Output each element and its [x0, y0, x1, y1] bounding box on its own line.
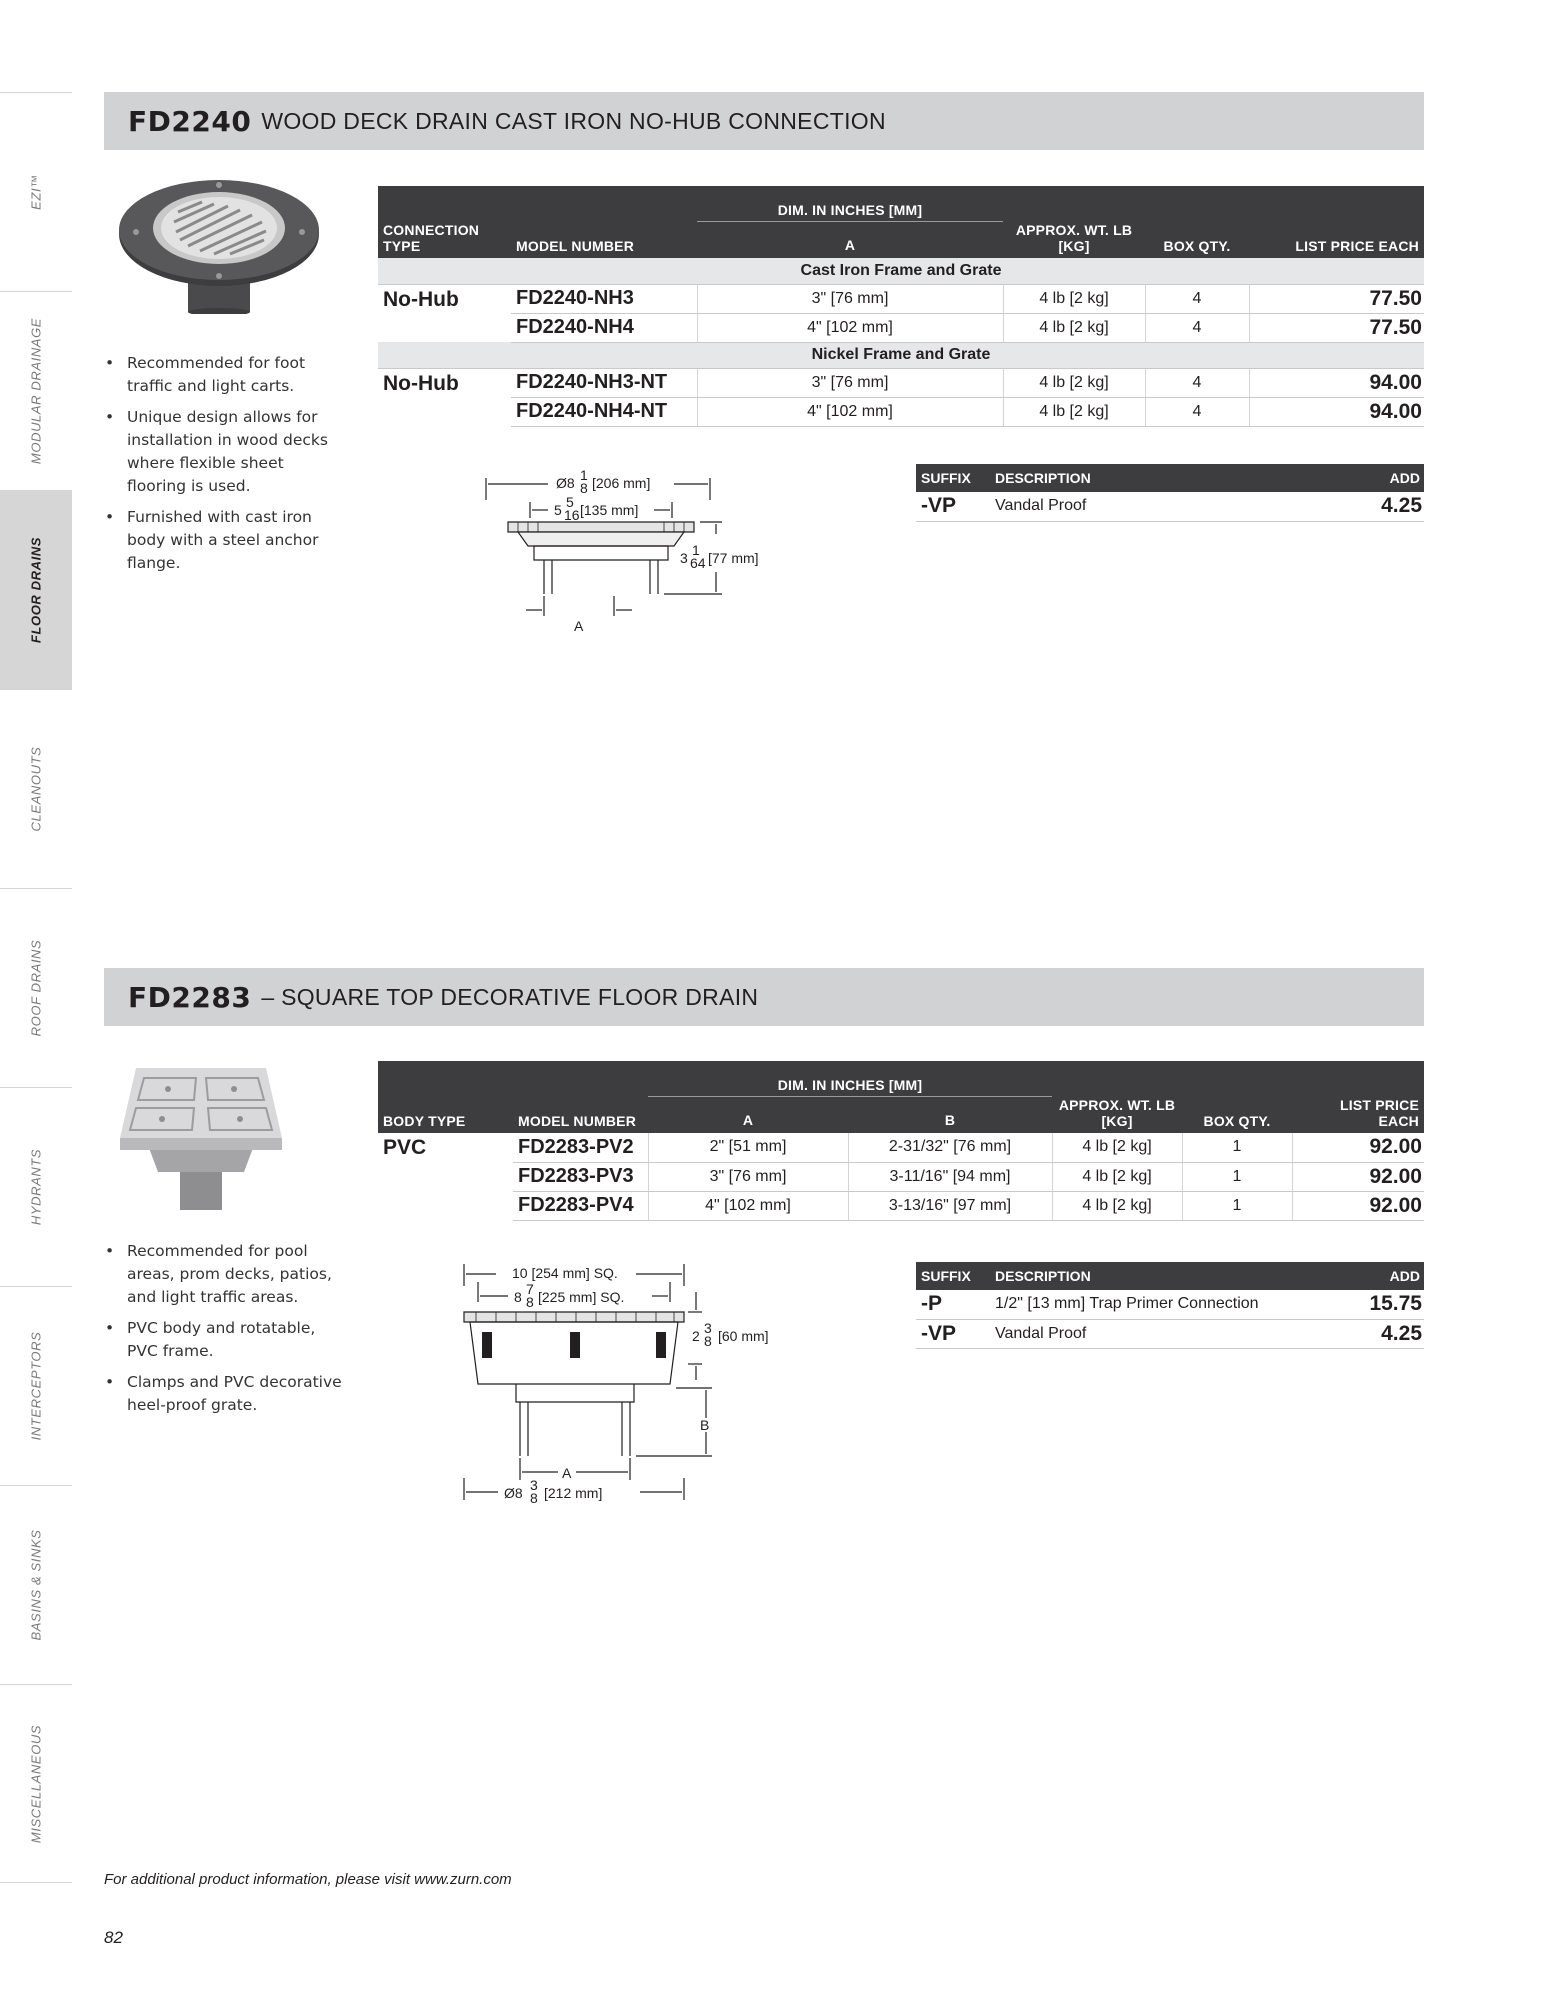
fd2240-section-header: [104, 92, 1424, 150]
dim-dia-mm: [212 mm]: [544, 1485, 603, 1501]
weight-cell: 4 lb [2 kg]: [1003, 313, 1145, 342]
dim-inner-mm: [225 mm] SQ.: [538, 1289, 625, 1305]
table-row: [916, 492, 1424, 521]
fd2283-model-title: FD2283: [128, 980, 252, 1014]
side-tab-ezi[interactable]: [0, 92, 72, 291]
fd2240-feature-list: [104, 352, 344, 583]
dim-height-den: 64: [690, 555, 706, 571]
price-cell: 77.50: [1249, 284, 1424, 313]
col-header-model-number: MODEL NUMBER: [513, 1061, 648, 1133]
fd2283-product-table: [378, 1061, 1424, 1221]
dim-height-den: 8: [704, 1333, 712, 1349]
dim-height-num: 1: [692, 542, 700, 558]
suffix-cell: -P: [916, 1290, 990, 1319]
dim-inner-den: 16: [564, 507, 580, 523]
weight-cell: 4 lb [2 kg]: [1003, 368, 1145, 397]
dim-a-cell: 2" [51 mm]: [648, 1133, 848, 1162]
side-tab-cleanouts[interactable]: [0, 689, 72, 888]
dim-inner-whole: 5: [554, 502, 562, 518]
table-row: [378, 284, 1424, 313]
list-item: • Unique design allows for installation in wood decks where flexible sheet flooring is used.: [104, 406, 344, 498]
col-header-add: ADD: [1320, 464, 1424, 492]
table-row: [916, 1319, 1424, 1348]
fd2240-dimension-drawing: [478, 460, 778, 640]
col-header-b: B: [848, 1097, 1052, 1133]
price-cell: 92.00: [1292, 1162, 1424, 1191]
box-qty-cell: 1: [1182, 1191, 1292, 1220]
dim-b-cell: 2-31/32" [76 mm]: [848, 1133, 1052, 1162]
fd2240-product-table: [378, 186, 1424, 427]
price-cell: 94.00: [1249, 368, 1424, 397]
model-number-cell: FD2240-NH4-NT: [511, 397, 697, 426]
dim-a-cell: 4" [102 mm]: [648, 1191, 848, 1220]
side-tab-floor-drains[interactable]: [0, 490, 72, 689]
body-type-cell: PVC: [383, 1136, 427, 1159]
table-row: [378, 313, 1424, 342]
model-number-cell: FD2240-NH4: [511, 313, 697, 342]
dim-inner-num: 7: [526, 1281, 534, 1297]
dim-inner-den: 8: [526, 1294, 534, 1310]
dim-overall-mm: [206 mm]: [592, 475, 651, 491]
dim-dia-whole: Ø8: [504, 1485, 523, 1501]
table-row: [378, 397, 1424, 426]
side-tab-label: HYDRANTS: [28, 1148, 44, 1226]
box-qty-cell: 4: [1145, 397, 1249, 426]
col-header-dim-group: DIM. IN INCHES [MM]: [648, 1061, 1052, 1097]
col-header-description: DESCRIPTION: [990, 1262, 1320, 1290]
weight-cell: 4 lb [2 kg]: [1003, 397, 1145, 426]
table-row: [378, 1162, 1424, 1191]
dim-a-cell: 4" [102 mm]: [697, 397, 1003, 426]
col-header-list-price: LIST PRICE EACH: [1249, 186, 1424, 258]
table-row: [916, 1290, 1424, 1319]
table-row: [378, 1133, 1424, 1162]
fd2283-feature-list: [104, 1240, 344, 1425]
col-header-weight: APPROX. WT. LB [KG]: [1003, 186, 1145, 258]
side-tab-modular-drainage[interactable]: [0, 291, 72, 490]
col-header-list-price: LIST PRICE EACH: [1292, 1061, 1424, 1133]
add-price-cell: 4.25: [1320, 492, 1424, 521]
box-qty-cell: 1: [1182, 1162, 1292, 1191]
add-price-cell: 4.25: [1320, 1319, 1424, 1348]
col-header-suffix: SUFFIX: [916, 1262, 990, 1290]
dim-b-label: B: [700, 1417, 710, 1433]
connection-type-cell: No-Hub: [383, 287, 459, 311]
dim-inner-num: 5: [566, 494, 574, 510]
box-qty-cell: 4: [1145, 284, 1249, 313]
dim-dia-num: 3: [530, 1477, 538, 1493]
weight-cell: 4 lb [2 kg]: [1003, 284, 1145, 313]
side-tab-label: FLOOR DRAINS: [28, 536, 44, 644]
side-tab-interceptors[interactable]: [0, 1286, 72, 1485]
price-cell: 92.00: [1292, 1191, 1424, 1220]
box-qty-cell: 1: [1182, 1133, 1292, 1162]
fd2283-section-header: [104, 968, 1424, 1026]
col-header-dim-group: DIM. IN INCHES [MM]: [697, 186, 1003, 222]
col-header-box-qty: BOX QTY.: [1182, 1061, 1292, 1133]
side-tab-label: CLEANOUTS: [28, 746, 44, 832]
col-header-box-qty: BOX QTY.: [1145, 186, 1249, 258]
list-item: • Clamps and PVC decorative heel-proof grate.: [104, 1371, 344, 1417]
dim-overall-den: 8: [580, 480, 588, 496]
model-number-cell: FD2283-PV4: [513, 1191, 648, 1220]
side-tab-label: EZI™: [28, 174, 44, 210]
col-header-description: DESCRIPTION: [990, 464, 1320, 492]
description-cell: 1/2" [13 mm] Trap Primer Connection: [990, 1290, 1320, 1319]
dim-height-whole: 3: [680, 550, 688, 566]
fd2283-dimension-drawing: [456, 1252, 796, 1508]
fd2240-section-title: WOOD DECK DRAIN CAST IRON NO-HUB CONNECTION: [261, 107, 886, 134]
dim-a-label: A: [574, 618, 584, 634]
side-tab-label: BASINS & SINKS: [28, 1529, 44, 1641]
list-item: • PVC body and rotatable, PVC frame.: [104, 1317, 344, 1363]
page-number: 82: [104, 1928, 123, 1947]
side-tabs: [0, 92, 72, 1883]
dim-inner-whole: 8: [514, 1289, 522, 1305]
col-header-model-number: MODEL NUMBER: [511, 186, 697, 258]
col-header-add: ADD: [1320, 1262, 1424, 1290]
weight-cell: 4 lb [2 kg]: [1052, 1162, 1182, 1191]
suffix-cell: -VP: [916, 492, 990, 521]
dim-height-mm: [77 mm]: [708, 550, 759, 566]
fd2240-product-image: [116, 172, 322, 314]
weight-cell: 4 lb [2 kg]: [1052, 1133, 1182, 1162]
dim-a-cell: 3" [76 mm]: [697, 284, 1003, 313]
box-qty-cell: 4: [1145, 368, 1249, 397]
side-tab-hydrants[interactable]: [0, 1087, 72, 1286]
list-item: • Recommended for foot traffic and light carts.: [104, 352, 344, 398]
dim-height-mm: [60 mm]: [718, 1328, 769, 1344]
dim-b-cell: 3-11/16" [94 mm]: [848, 1162, 1052, 1191]
description-cell: Vandal Proof: [990, 1319, 1320, 1348]
dim-overall-num: 1: [580, 467, 588, 483]
side-tab-label: ROOF DRAINS: [28, 939, 44, 1037]
add-price-cell: 15.75: [1320, 1290, 1424, 1319]
dim-a-label: A: [562, 1465, 572, 1481]
side-tab-label: INTERCEPTORS: [28, 1331, 44, 1441]
col-header-a: A: [697, 222, 1003, 258]
side-tab-basins-sinks[interactable]: [0, 1485, 72, 1684]
dim-dia-den: 8: [530, 1490, 538, 1506]
list-item: • Recommended for pool areas, prom decks, patios, and light traffic areas.: [104, 1240, 344, 1309]
box-qty-cell: 4: [1145, 313, 1249, 342]
suffix-cell: -VP: [916, 1319, 990, 1348]
dim-inner-mm: [135 mm]: [580, 502, 639, 518]
dim-a-cell: 3" [76 mm]: [648, 1162, 848, 1191]
col-header-a: A: [648, 1097, 848, 1133]
dim-a-cell: 4" [102 mm]: [697, 313, 1003, 342]
model-number-cell: FD2240-NH3-NT: [511, 368, 697, 397]
model-number-cell: FD2283-PV2: [513, 1133, 648, 1162]
model-number-cell: FD2240-NH3: [511, 284, 697, 313]
group-title-cast-iron: Cast Iron Frame and Grate: [378, 258, 1424, 284]
list-item: • Furnished with cast iron body with a steel anchor flange.: [104, 506, 344, 575]
side-tab-miscellaneous[interactable]: [0, 1684, 72, 1883]
fd2240-model-title: FD2240: [128, 104, 252, 138]
dim-b-cell: 3-13/16" [97 mm]: [848, 1191, 1052, 1220]
model-number-cell: FD2283-PV3: [513, 1162, 648, 1191]
dim-a-cell: 3" [76 mm]: [697, 368, 1003, 397]
table-row: [378, 368, 1424, 397]
col-header-body-type: BODY TYPE: [378, 1061, 513, 1133]
dim-outer-square: 10 [254 mm] SQ.: [512, 1265, 618, 1281]
table-row: [378, 1191, 1424, 1220]
side-tab-label: MODULAR DRAINAGE: [28, 317, 44, 465]
weight-cell: 4 lb [2 kg]: [1052, 1191, 1182, 1220]
price-cell: 94.00: [1249, 397, 1424, 426]
dim-height-num: 3: [704, 1320, 712, 1336]
price-cell: 77.50: [1249, 313, 1424, 342]
group-title-nickel: Nickel Frame and Grate: [378, 342, 1424, 368]
price-cell: 92.00: [1292, 1133, 1424, 1162]
description-cell: Vandal Proof: [990, 492, 1320, 521]
fd2283-product-image: [116, 1060, 286, 1212]
fd2240-suffix-table: [916, 464, 1424, 522]
col-header-weight: APPROX. WT. LB [KG]: [1052, 1061, 1182, 1133]
connection-type-cell: No-Hub: [383, 371, 459, 395]
col-header-connection-type: CONNECTION TYPE: [378, 186, 511, 258]
side-tab-label: MISCELLANEOUS: [28, 1724, 44, 1843]
footer-note: For additional product information, please visit www.zurn.com: [104, 1871, 512, 1888]
fd2283-suffix-table: [916, 1262, 1424, 1349]
dim-height-whole: 2: [692, 1328, 700, 1344]
col-header-suffix: SUFFIX: [916, 464, 990, 492]
fd2283-section-title: – SQUARE TOP DECORATIVE FLOOR DRAIN: [261, 983, 759, 1010]
side-tab-roof-drains[interactable]: [0, 888, 72, 1087]
dim-overall-whole: Ø8: [556, 475, 575, 491]
